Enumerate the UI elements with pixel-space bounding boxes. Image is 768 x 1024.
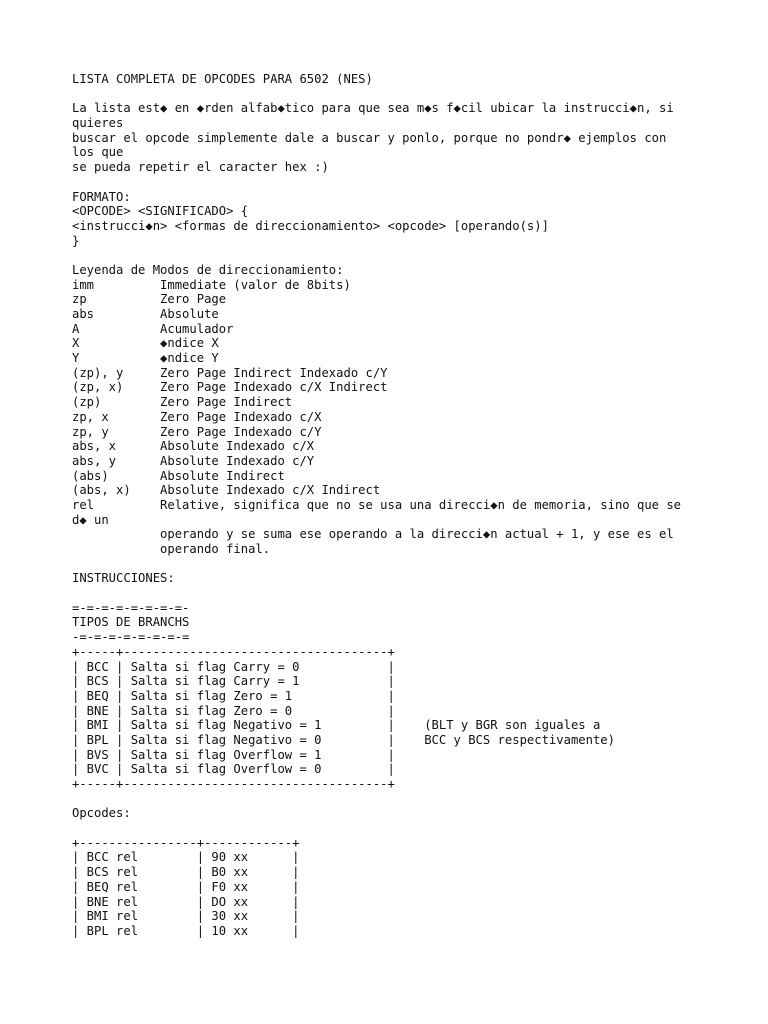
- format-line: <instrucci◆n> <formas de direccionamiento> <opcode> [operando(s)]: [72, 218, 549, 233]
- legend-row: abs, y Absolute Indexado c/Y: [72, 453, 315, 468]
- table-row: | BCS rel | B0 xx |: [72, 865, 300, 880]
- format-heading: FORMATO:: [72, 189, 131, 204]
- blank-line: [72, 821, 732, 836]
- section-divider: =-=-=-=-=-=-=-=-: [72, 600, 190, 615]
- legend-row: (abs, x) Absolute Indexado c/X Indirect: [72, 483, 381, 498]
- blank-line: [72, 557, 732, 572]
- legend-row: zp, x Zero Page Indexado c/X: [72, 409, 322, 424]
- table-row: | BCS | Salta si flag Carry = 1 |: [72, 674, 395, 689]
- table-row: | BEQ rel | F0 xx |: [72, 879, 300, 894]
- intro-line: se pueda repetir el caracter hex :): [72, 160, 329, 175]
- legend-row: A Acumulador: [72, 321, 234, 336]
- blank-line: [72, 87, 732, 102]
- table-row: | BMI rel | 30 xx |: [72, 909, 300, 924]
- legend-row: abs Absolute: [72, 307, 219, 321]
- table-row: | BCC | Salta si flag Carry = 0 |: [72, 659, 395, 674]
- legend-row: Y ◆ndice Y: [72, 351, 219, 366]
- table-row: | BPL | Salta si flag Negativo = 0 | BCC y BCS respectivamente): [72, 732, 615, 747]
- legend-row: imm Immediate (valor de 8bits): [72, 277, 351, 292]
- legend-heading: Leyenda de Modos de direccionamiento:: [72, 262, 344, 277]
- legend-row: (abs) Absolute Indirect: [72, 468, 285, 483]
- table-row: | BVC | Salta si flag Overflow = 0 |: [72, 762, 395, 777]
- branch-types-heading: TIPOS DE BRANCHS: [72, 615, 190, 630]
- table-border: +-----+------------------------------------+: [72, 777, 395, 791]
- format-line: <OPCODE> <SIGNIFICADO> {: [72, 204, 249, 219]
- intro-line: La lista est◆ en ◆rden alfab◆tico para que sea m◆s f◆cil ubicar la instrucci◆n, si: [72, 101, 674, 116]
- legend-row: (zp, x) Zero Page Indexado c/X Indirect: [72, 380, 388, 395]
- document-page: [72, 72, 732, 939]
- legend-row: abs, x Absolute Indexado c/X: [72, 439, 315, 454]
- doc-title: LISTA COMPLETA DE OPCODES PARA 6502 (NES): [72, 72, 373, 86]
- table-row: | BNE rel | DO xx |: [72, 894, 300, 909]
- table-row: | BMI | Salta si flag Negativo = 1 | (BLT y BGR son iguales a: [72, 718, 601, 733]
- table-row: | BEQ | Salta si flag Zero = 1 |: [72, 688, 395, 703]
- blank-line: [72, 792, 732, 807]
- intro-line: los que: [72, 145, 124, 160]
- format-line: }: [72, 233, 80, 248]
- legend-row: zp, y Zero Page Indexado c/Y: [72, 424, 322, 439]
- legend-row: operando y se suma ese operando a la direcci◆n actual + 1, y ese es el: [72, 527, 674, 542]
- blank-line: [72, 586, 732, 601]
- table-row: | BCC rel | 90 xx |: [72, 850, 300, 865]
- section-divider: -=-=-=-=-=-=-=-=: [72, 630, 190, 645]
- opcodes-heading: Opcodes:: [72, 806, 131, 821]
- legend-row: zp Zero Page: [72, 292, 227, 307]
- table-border: +-----+------------------------------------+: [72, 644, 395, 659]
- blank-line: [72, 175, 732, 190]
- intro-line: quieres: [72, 116, 124, 131]
- table-row: | BNE | Salta si flag Zero = 0 |: [72, 703, 395, 718]
- legend-row: d◆ un: [72, 512, 109, 527]
- legend-row: rel Relative, significa que no se usa una direcci◆n de memoria, sino que se: [72, 497, 682, 512]
- intro-line: buscar el opcode simplemente dale a buscar y ponlo, porque no pondr◆ ejemplos con: [72, 130, 667, 145]
- legend-row: X ◆ndice X: [72, 336, 219, 351]
- legend-row: operando final.: [72, 542, 271, 556]
- instructions-heading: INSTRUCCIONES:: [72, 571, 175, 586]
- table-row: | BPL rel | 10 xx |: [72, 923, 300, 938]
- legend-row: (zp), y Zero Page Indirect Indexado c/Y: [72, 365, 388, 380]
- table-border: +----------------+------------+: [72, 835, 300, 850]
- table-row: | BVS | Salta si flag Overflow = 1 |: [72, 747, 395, 762]
- legend-row: (zp) Zero Page Indirect: [72, 395, 293, 410]
- blank-line: [72, 248, 732, 263]
